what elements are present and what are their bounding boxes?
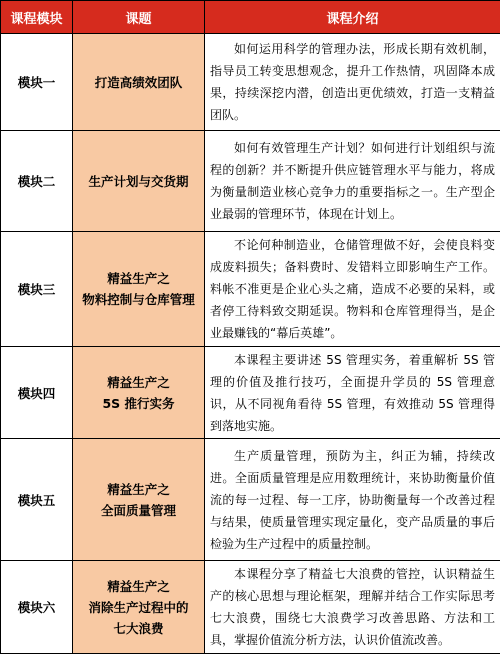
intro-text: 如何运用科学的管理办法，形成长期有效机制，指导员工转变思想观念，提升工作热情，巩固降本成果，持续深挖内潜，创造出更优绩效，打造一支精益团队。 (210, 42, 495, 122)
header-intro: 课程介绍 (205, 1, 500, 34)
table-header (1, 1, 500, 34)
topic-line: 精益生产之 (107, 481, 170, 497)
topic-cell (73, 131, 205, 232)
intro-cell (205, 439, 500, 561)
module-cell: 模块二 (1, 131, 73, 232)
table-row (1, 561, 500, 654)
module-cell: 模块四 (1, 347, 73, 439)
header-module: 课程模块 (1, 1, 73, 34)
topic-line: 精益生产之 (107, 374, 170, 390)
intro-text: 不论何种制造业，仓储管理做不好，会使良料变成废料损失；备料费时、发错料立即影响生产工作。料帐不准更是企业心头之痛，造成不必要的呆料，或者停工待料致交期延误。物料和仓库管理得当，是企业最赚钱的“幕后英雄”。 (210, 238, 495, 340)
topic-line: 5S 推行实务 (102, 395, 175, 411)
topic-line: 七大浪费 (113, 620, 164, 636)
table-row (1, 347, 500, 439)
table-row (1, 34, 500, 131)
topic-line: 精益生产之 (107, 271, 170, 286)
topic-line: 生产计划与交货期 (88, 173, 189, 189)
module-cell: 模块一 (1, 34, 73, 131)
topic-cell (73, 439, 205, 561)
intro-cell (205, 34, 500, 131)
topic-cell (73, 561, 205, 654)
intro-text: 生产质量管理，预防为主，纠正为辅，持续改进。全面质量管理是应用数理统计，来协助衡量价值流的每一过程、每一工序，协助衡量每一个改善过程与结果，使质量管理实现定量化，变产品质量的事后检验为生产过程中的质量控制。 (210, 448, 495, 551)
intro-cell (205, 561, 500, 654)
topic-cell (73, 34, 205, 131)
topic-cell (73, 232, 205, 347)
intro-text: 本课程主要讲述 5S 管理实务，着重解析 5S 管理的价值及推行技巧，全面提升学员的 5S 管理意识，从不同视角看待 5S 管理，有效推动 5S 管理得到落地实施。 (210, 352, 495, 433)
topic-line: 打造高绩效团队 (94, 74, 183, 90)
topic-cell (73, 347, 205, 439)
table-body (1, 34, 500, 654)
module-cell: 模块六 (1, 561, 73, 654)
topic-line: 精益生产之 (107, 578, 170, 594)
table-row (1, 439, 500, 561)
module-cell: 模块五 (1, 439, 73, 561)
intro-text: 本课程分享了精益七大浪费的管控，认识精益生产的核心思想与理论框架，理解并结合工作实际思考七大浪费，围绕七大浪费学习改善思路、方法和工具，掌握价值流分析方法，认识价值流改善。 (210, 567, 495, 647)
topic-line: 全面质量管理 (100, 502, 176, 518)
intro-text: 如何有效管理生产计划？如何进行计划组织与流程的创新？并不断提升供应链管理水平与能力，将成为衡量制造业核心竞争力的重要指标之一。生产型企业最弱的管理环节，体现在计划上。 (210, 141, 495, 221)
intro-cell (205, 232, 500, 347)
table-row (1, 131, 500, 232)
module-cell: 模块三 (1, 232, 73, 347)
intro-cell (205, 347, 500, 439)
intro-cell (205, 131, 500, 232)
header-row (1, 1, 500, 34)
header-topic: 课题 (73, 1, 205, 34)
topic-line: 物料控制与仓库管理 (82, 292, 195, 307)
table-row (1, 232, 500, 347)
topic-line: 消除生产过程中的 (88, 599, 189, 615)
